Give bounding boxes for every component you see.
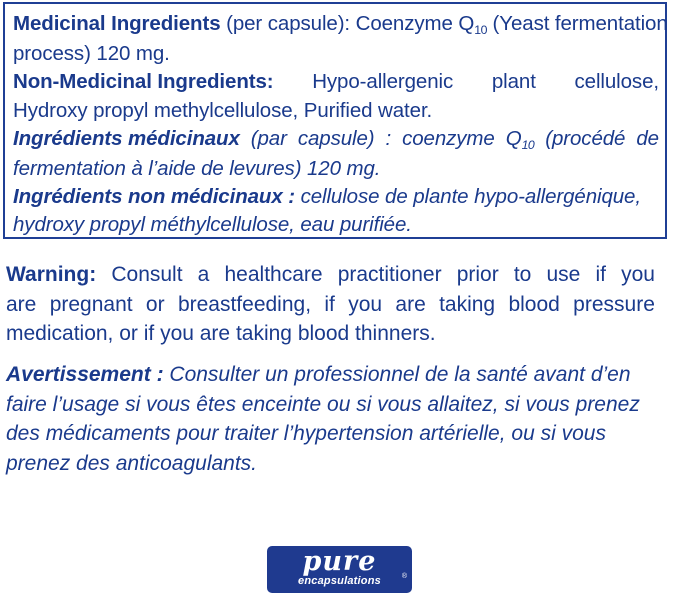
en-non-medicinal-line-2: Hydroxy propyl methylcellulose, Purified water. [13, 98, 433, 122]
en-non-medicinal-word: cellulose, [574, 70, 659, 94]
en-non-medicinal-word: Hypo-allergenic [312, 70, 454, 94]
logo-wordmark: pure [302, 546, 377, 577]
en-non-medicinal-line-1 [13, 68, 659, 96]
ingredients-panel [3, 2, 667, 239]
warning-en-word: you [621, 263, 655, 286]
warning-en-word: pregnant [49, 292, 133, 316]
warning-en-word: prior [456, 263, 499, 286]
en-medicinal-qualifier: (per capsule): Coenzyme Q [220, 12, 475, 35]
en-medicinal-line-2: process) 120 mg. [13, 42, 170, 66]
logo-subtitle: encapsulations [298, 575, 381, 587]
warning-en-word: blood [508, 292, 560, 316]
warning-en-word: if [595, 263, 606, 286]
warning-en-word: practitioner [337, 263, 442, 286]
registered-mark: ® [401, 573, 407, 580]
warning-en-word: pressure [573, 292, 655, 316]
en-medicinal-label: Medicinal Ingredients [13, 12, 221, 35]
warning-french [6, 360, 672, 478]
warning-fr-line-4: prenez des anticoagulants. [6, 451, 258, 475]
en-non-medicinal-label: Non-Medicinal Ingredients: [13, 70, 274, 94]
warning-fr-rest: Consulter un professionnel de la santé avant d’en [163, 363, 631, 386]
warning-en-line-1 [6, 260, 655, 290]
fr-medicinal-word: capsule) [297, 126, 375, 150]
fr-medicinal-line-2: fermentation à l’aide de levures) 120 mg. [13, 157, 381, 181]
fr-medicinal-label: Ingrédients médicinaux [13, 126, 240, 150]
warning-en-word: use [546, 263, 581, 286]
warning-en-word: healthcare [224, 263, 323, 286]
fr-medicinal-word: : [385, 126, 392, 150]
fr-medicinal-word: (procédé [545, 126, 626, 150]
warning-english [6, 260, 658, 349]
fr-non-medicinal-line-1 [13, 183, 665, 211]
en-medicinal-line-1 [13, 10, 668, 40]
warning-en-word: breastfeeding, [177, 292, 312, 316]
warning-fr-label: Avertissement : [6, 363, 164, 386]
fr-non-medicinal-label: Ingrédients non médicinaux : [13, 185, 295, 209]
fr-non-medicinal-line-2: hydroxy propyl méthylcellulose, eau purifiée. [13, 213, 412, 237]
fr-medicinal-line-1 [13, 125, 659, 155]
warning-en-word: or [145, 292, 165, 316]
warning-en-word: to [513, 263, 532, 286]
fr-q10 [506, 125, 535, 155]
warning-en-word: taking [439, 292, 496, 316]
warning-en-word: if [324, 292, 335, 316]
fr-q10-subscript: 10 [521, 137, 535, 152]
fr-medicinal-word: coenzyme [402, 126, 495, 150]
fr-q-letter: Q [505, 126, 522, 150]
en-medicinal-rest: (Yeast fermentation [486, 12, 668, 35]
warning-en-label: Warning: [6, 263, 97, 286]
warning-fr-line-2: faire l’usage si vous êtes enceinte ou si vous allaitez, si vous prenez [6, 392, 640, 416]
fr-medicinal-word: de [636, 126, 659, 150]
warning-en-word: you [348, 292, 383, 316]
warning-en-word: a [197, 263, 210, 286]
en-non-medicinal-word: plant [491, 70, 536, 94]
warning-en-line-2 [6, 290, 655, 320]
fr-non-medicinal-rest: cellulose de plante hypo-allergénique, [294, 185, 641, 209]
pure-encapsulations-logo [267, 546, 412, 593]
warning-fr-line-1 [6, 360, 672, 390]
fr-medicinal-word: (par [250, 126, 287, 150]
warning-fr-line-3: des médicaments pour traiter l’hypertension artérielle, ou si vous [6, 422, 606, 445]
warning-en-word: are [6, 292, 37, 316]
warning-en-word: Consult [111, 263, 183, 286]
en-q10-subscript: 10 [474, 22, 487, 37]
warning-en-word: are [395, 292, 426, 316]
warning-en-line-3: medication, or if you are taking blood thinners. [6, 322, 436, 345]
